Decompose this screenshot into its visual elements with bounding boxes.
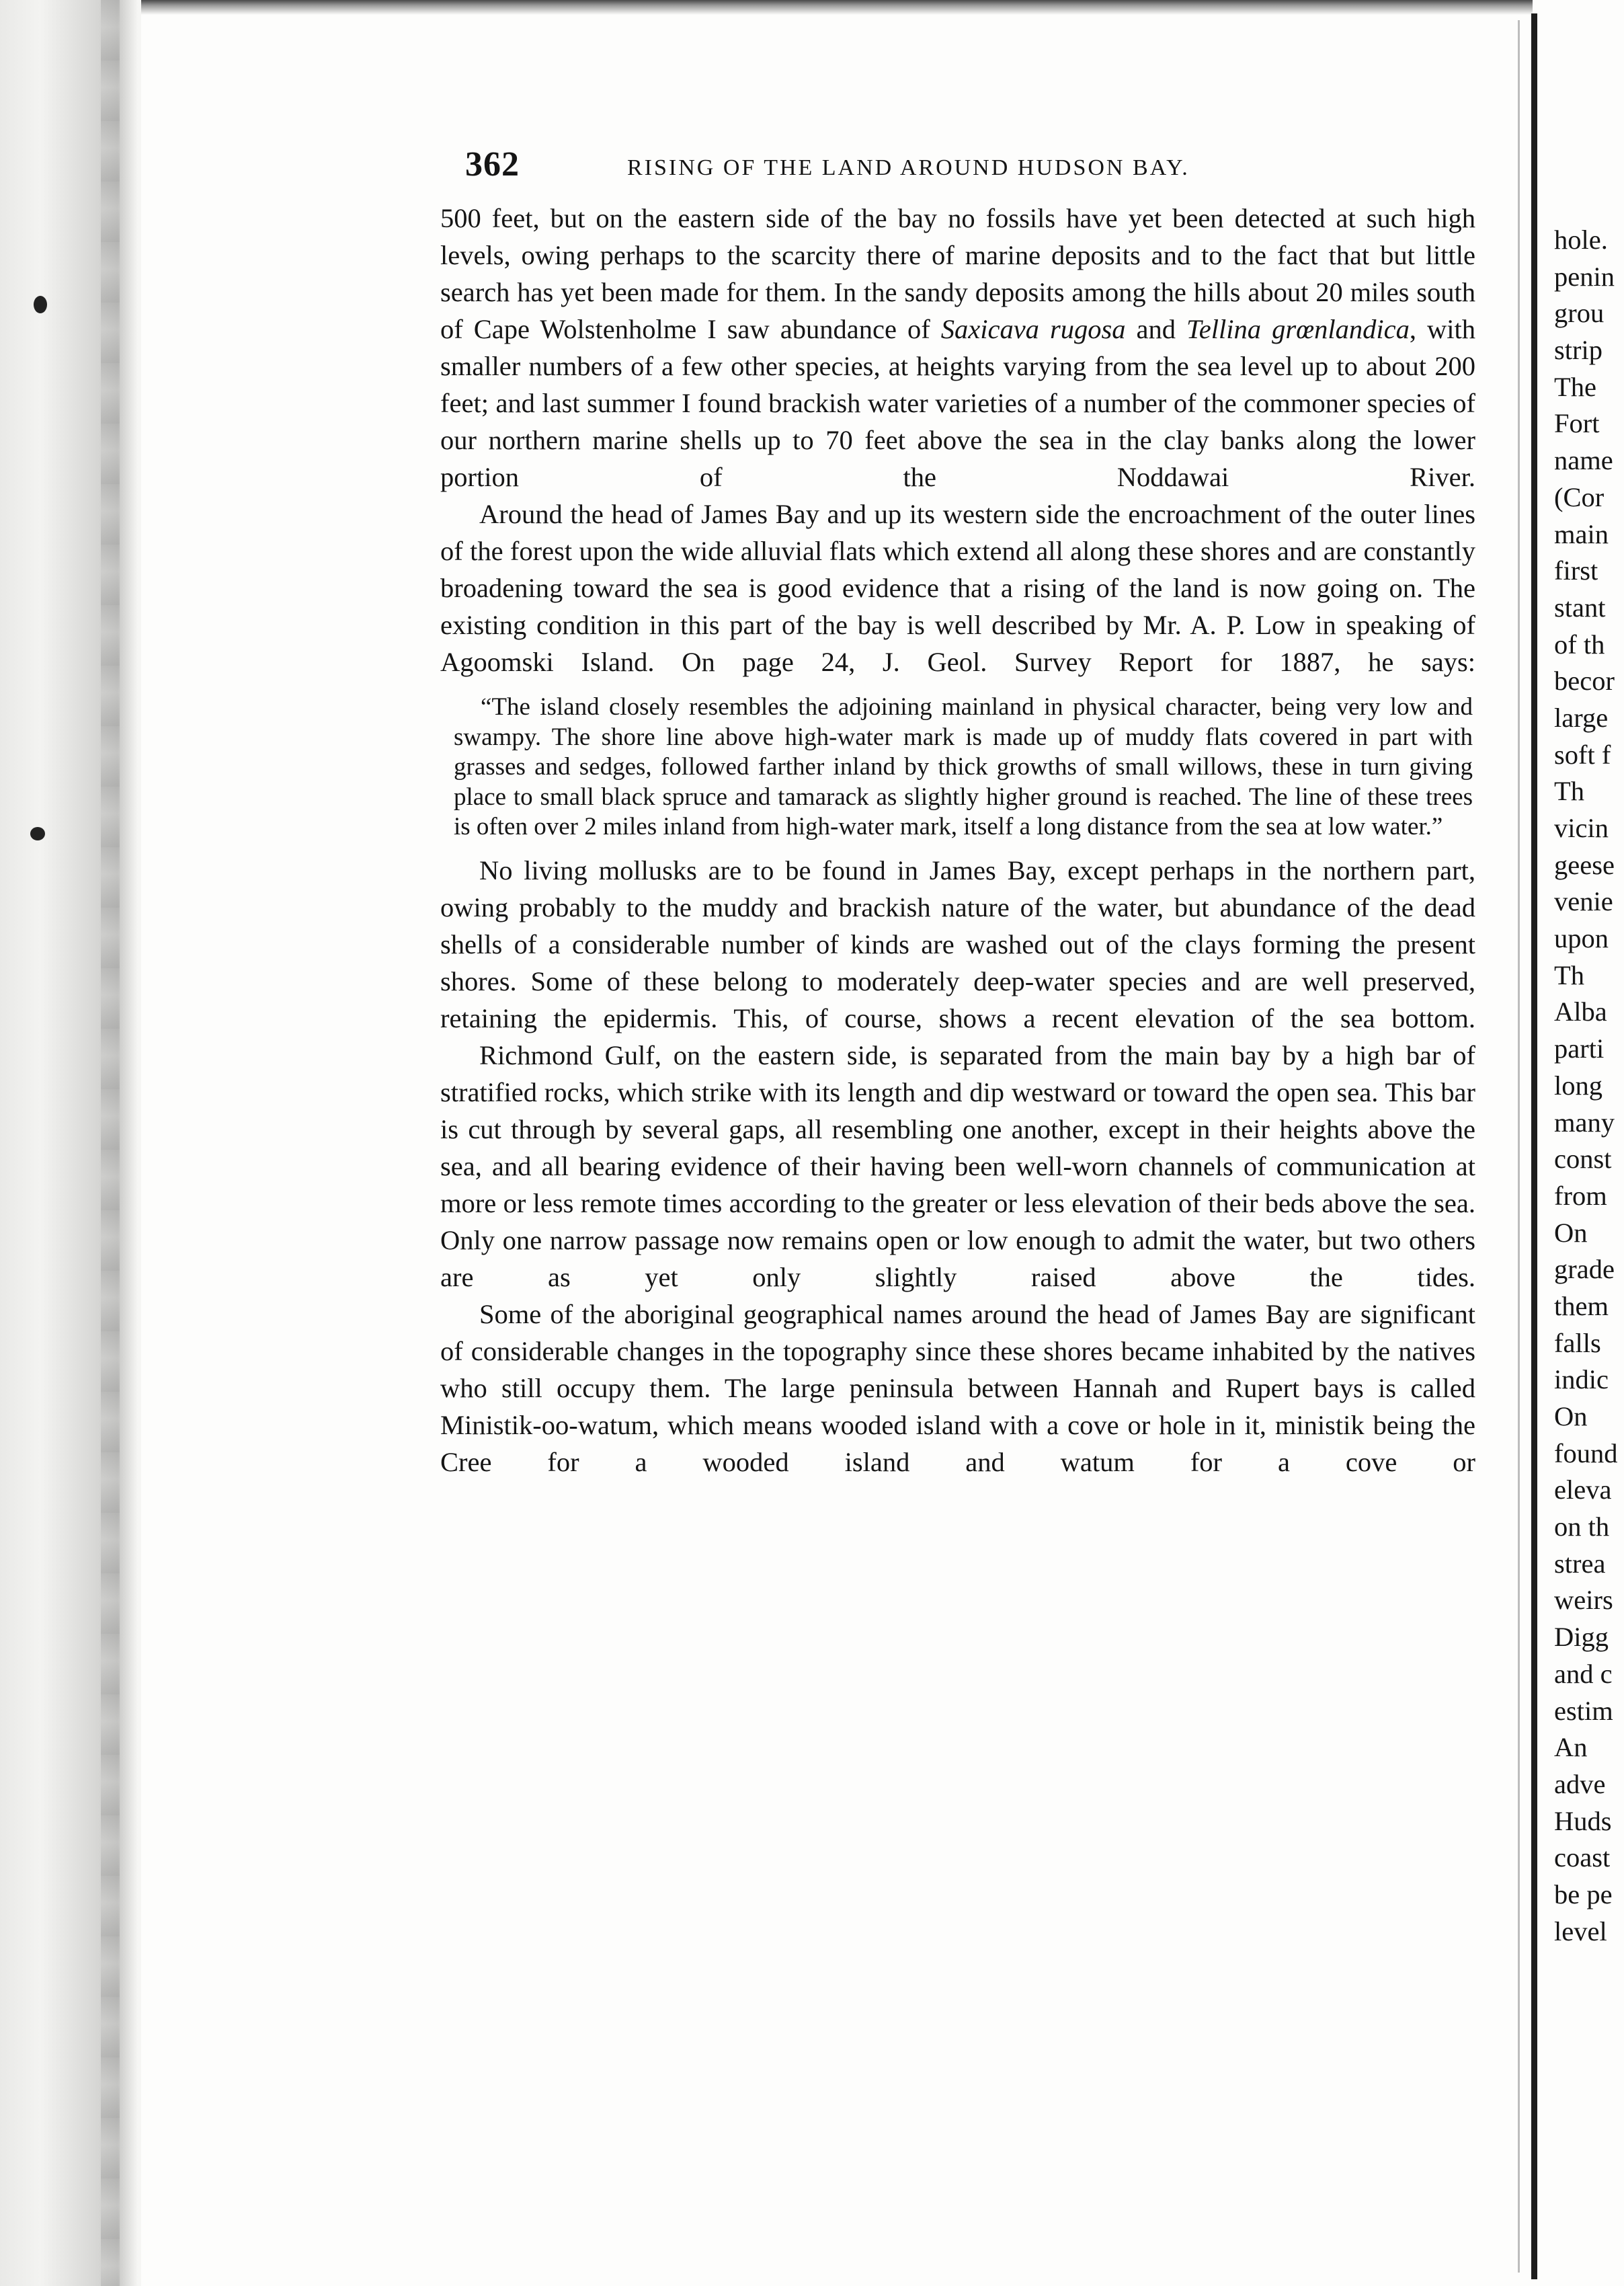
facing-line-fragment: geese [1554, 849, 1615, 880]
paragraph-james-bay: Around the head of James Bay and up its western side the encroachment of the outer lines of the forest upon the wide alluvial flats which extend all along these shores and are constantly broadening toward the sea is good evidence that a rising of the land is now going on. The existing condition in this part of the bay is well described by Mr. A. P. Low in speaking of Agoomski Island. On page 24, J. Geol. Survey Report for 1887, he says: [440, 499, 1475, 677]
facing-line-fragment: penin [1554, 261, 1615, 292]
left-page-edge [0, 0, 141, 2286]
running-head [440, 145, 1475, 192]
facing-line-fragment: vicin [1554, 813, 1609, 843]
scan-speck [30, 827, 45, 840]
facing-line-fragment: and c [1554, 1658, 1613, 1689]
facing-line-fragment: Digg [1554, 1622, 1609, 1653]
facing-line-fragment: const [1554, 1144, 1612, 1175]
facing-line-fragment: be pe [1554, 1879, 1613, 1909]
facing-page-fragments [1554, 222, 1624, 1950]
facing-line-fragment: upon [1554, 923, 1609, 954]
facing-line-fragment: found [1554, 1437, 1618, 1468]
facing-line-fragment: Th [1554, 959, 1584, 990]
facing-line-fragment: Huds [1554, 1805, 1612, 1836]
facing-line-fragment: many [1554, 1107, 1615, 1138]
facing-line-fragment: grade [1554, 1254, 1615, 1285]
facing-line-fragment: eleva [1554, 1474, 1612, 1505]
facing-line-fragment: of th [1554, 629, 1605, 660]
facing-line-fragment: strip [1554, 335, 1603, 366]
facing-line-fragment: becor [1554, 666, 1615, 697]
species-name: Tellina grœnlandica [1186, 314, 1410, 344]
facing-line-fragment: first [1554, 555, 1598, 586]
facing-line-fragment: name [1554, 445, 1613, 476]
facing-line-fragment: adve [1554, 1768, 1606, 1799]
facing-line-fragment: Fort [1554, 408, 1600, 439]
facing-line-fragment: venie [1554, 886, 1613, 917]
facing-line-fragment: coast [1554, 1842, 1611, 1873]
paragraph-names: Some of the aboriginal geographical names around the head of James Bay are significant of considerable changes in the topography since these shores became inhabited by the natives who still occupy them. The large peninsula between Hannah and Rupert bays is called Ministik-oo-watum, which means wooded island with a cove or hole in it, ministik being the Cree for a wooded island and watum for a cove or [440, 1298, 1475, 1477]
facing-line-fragment: from [1554, 1180, 1607, 1211]
species-name: Saxicava rugosa [940, 314, 1126, 344]
facing-line-fragment: (Cor [1554, 481, 1605, 512]
facing-line-fragment: Alba [1554, 996, 1607, 1027]
facing-line-fragment: hole. [1554, 225, 1608, 255]
block-quote: “The island closely resembles the adjoining mainland in physical character, being very low and swampy. The shore line above high-water mark is made up of muddy flats covered in part with grasses and sedges, followed farther inland by thick growths of small willows, these in turn giving place to small black spruce and tamarack as slightly higher ground is reached. The line of these trees is often over 2 miles inland from high-water mark, itself a long distance from the sea at low water.” [454, 693, 1473, 840]
facing-line-fragment: The [1554, 371, 1596, 402]
top-scan-shadow [141, 0, 1533, 15]
page-number: 362 [465, 145, 520, 184]
page-gutter [1531, 13, 1537, 2279]
facing-line-fragment: them [1554, 1290, 1609, 1321]
facing-line-fragment: large [1554, 702, 1609, 733]
gutter-shadow [1518, 20, 1520, 2273]
facing-line-fragment: weirs [1554, 1585, 1613, 1616]
paragraph-mollusks: No living mollusks are to be found in James Bay, except perhaps in the northern part, owing probably to the muddy and brackish nature of the water, but abundance of the dead shells of a considerable number of kinds are washed out of the clays forming the present shores. Some of these belong to moderately deep-water species and are well preserved, retaining the epidermis. This, of course, shows a recent elevation of the sea bottom. [440, 855, 1475, 1033]
facing-line-fragment: estim [1554, 1695, 1613, 1726]
paragraph-fossils: 500 feet, but on the eastern side of the bay no fossils have yet been detected at such high levels, owing perhaps to the scarcity there of marine deposits and to the fact that but little search has yet been made for them. In the sandy deposits among the hills about 20 miles south of Cape Wolstenholme I saw abundance of Saxicava rugosa and Tellina grœnlandica, with smaller numbers of a few other species, at heights varying from the sea level up to about 200 feet; and last summer I found brackish water varieties of a number of the commoner species of our northern marine shells up to 70 feet above the sea in the clay banks along the lower portion of the Noddawai River. [440, 203, 1475, 492]
facing-line-fragment: soft f [1554, 739, 1611, 770]
facing-line-fragment: stant [1554, 592, 1606, 623]
facing-line-fragment: long [1554, 1070, 1603, 1101]
facing-line-fragment: main [1554, 518, 1609, 549]
facing-line-fragment: On [1554, 1401, 1588, 1431]
facing-line-fragment: strea [1554, 1548, 1606, 1579]
facing-line-fragment: indic [1554, 1364, 1609, 1395]
facing-line-fragment: parti [1554, 1033, 1605, 1064]
facing-line-fragment: level [1554, 1916, 1607, 1946]
facing-line-fragment: on th [1554, 1511, 1610, 1542]
paragraph-richmond-gulf: Richmond Gulf, on the eastern side, is separated from the main bay by a high bar of stratified rocks, which strike with its length and dip westward or toward the open sea. This bar is cut through by several gaps, all resembling one another, except in their heights above the sea, and all bearing evidence of their having been well-worn channels of communication at more or less remote times according to the greater or less elevation of their beds above the sea. Only one narrow passage now remains open or low enough to admit the water, but two others are as yet only slightly raised above the tides. [440, 1039, 1475, 1292]
facing-line-fragment: Th [1554, 776, 1584, 807]
facing-line-fragment: An [1554, 1732, 1588, 1763]
running-title: RISING OF THE LAND AROUND HUDSON BAY. [627, 155, 1190, 180]
main-page-text [440, 145, 1475, 1481]
facing-line-fragment: grou [1554, 298, 1605, 329]
facing-line-fragment: On [1554, 1217, 1588, 1248]
facing-line-fragment: falls [1554, 1327, 1601, 1358]
scan-speck [34, 296, 47, 313]
